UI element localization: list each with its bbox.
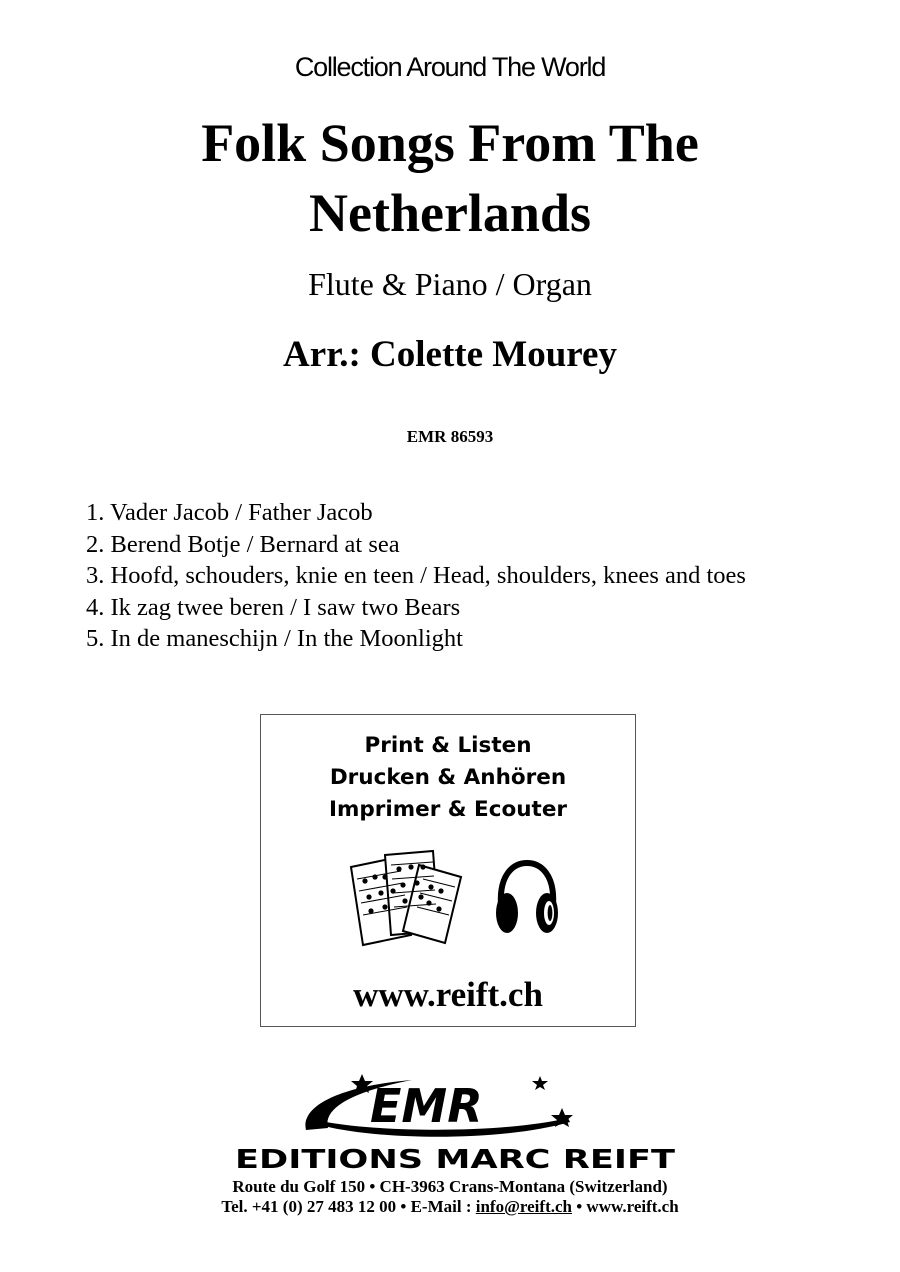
instrumentation: Flute & Piano / Organ [308,266,592,302]
arranger: Arr.: Colette Mourey [283,334,617,375]
contact-website[interactable]: • www.reift.ch [571,1197,679,1216]
track-item: 5. In de maneschijn / In the Moonlight [86,625,463,652]
sheet-music-icon [341,847,469,947]
publisher-address: Route du Golf 150 • CH-3963 Crans-Montana (Switzerland) [232,1177,668,1196]
track-list [86,497,746,655]
catalog-number: EMR 86593 [406,427,494,446]
page-title-line-2: Netherlands [309,183,591,243]
promo-line-french: Imprimer & Ecouter [328,797,568,822]
promo-line-english: Print & Listen [364,733,532,758]
publisher-name [230,1140,680,1174]
track-item: 3. Hoofd, schouders, knie en teen / Head, shoulders, knees and toes [86,562,746,589]
publisher-name-text: EDITIONS MARC REIFT [235,1145,676,1174]
email-link[interactable]: info@reift.ch [475,1197,572,1216]
contact-phone: Tel. +41 (0) 27 483 12 00 • E-Mail : [221,1197,476,1216]
track-item: 2. Berend Botje / Bernard at sea [86,530,400,558]
track-item: 1. Vader Jacob / Father Jacob [86,499,373,526]
track-item: 4. Ik zag twee beren / I saw two Bears [86,593,461,621]
headphones-icon [493,859,561,939]
promo-line-german: Drucken & Anhören [329,765,567,790]
emr-logo-text: EMR [370,1079,483,1133]
emr-logo [300,1072,590,1144]
series-title: Collection Around The World [294,52,606,82]
page-title-line-1: Folk Songs From The [201,113,699,173]
publisher-contact [0,1197,900,1217]
print-listen-box [260,714,636,1027]
website-link[interactable]: www.reift.ch [353,975,543,1014]
